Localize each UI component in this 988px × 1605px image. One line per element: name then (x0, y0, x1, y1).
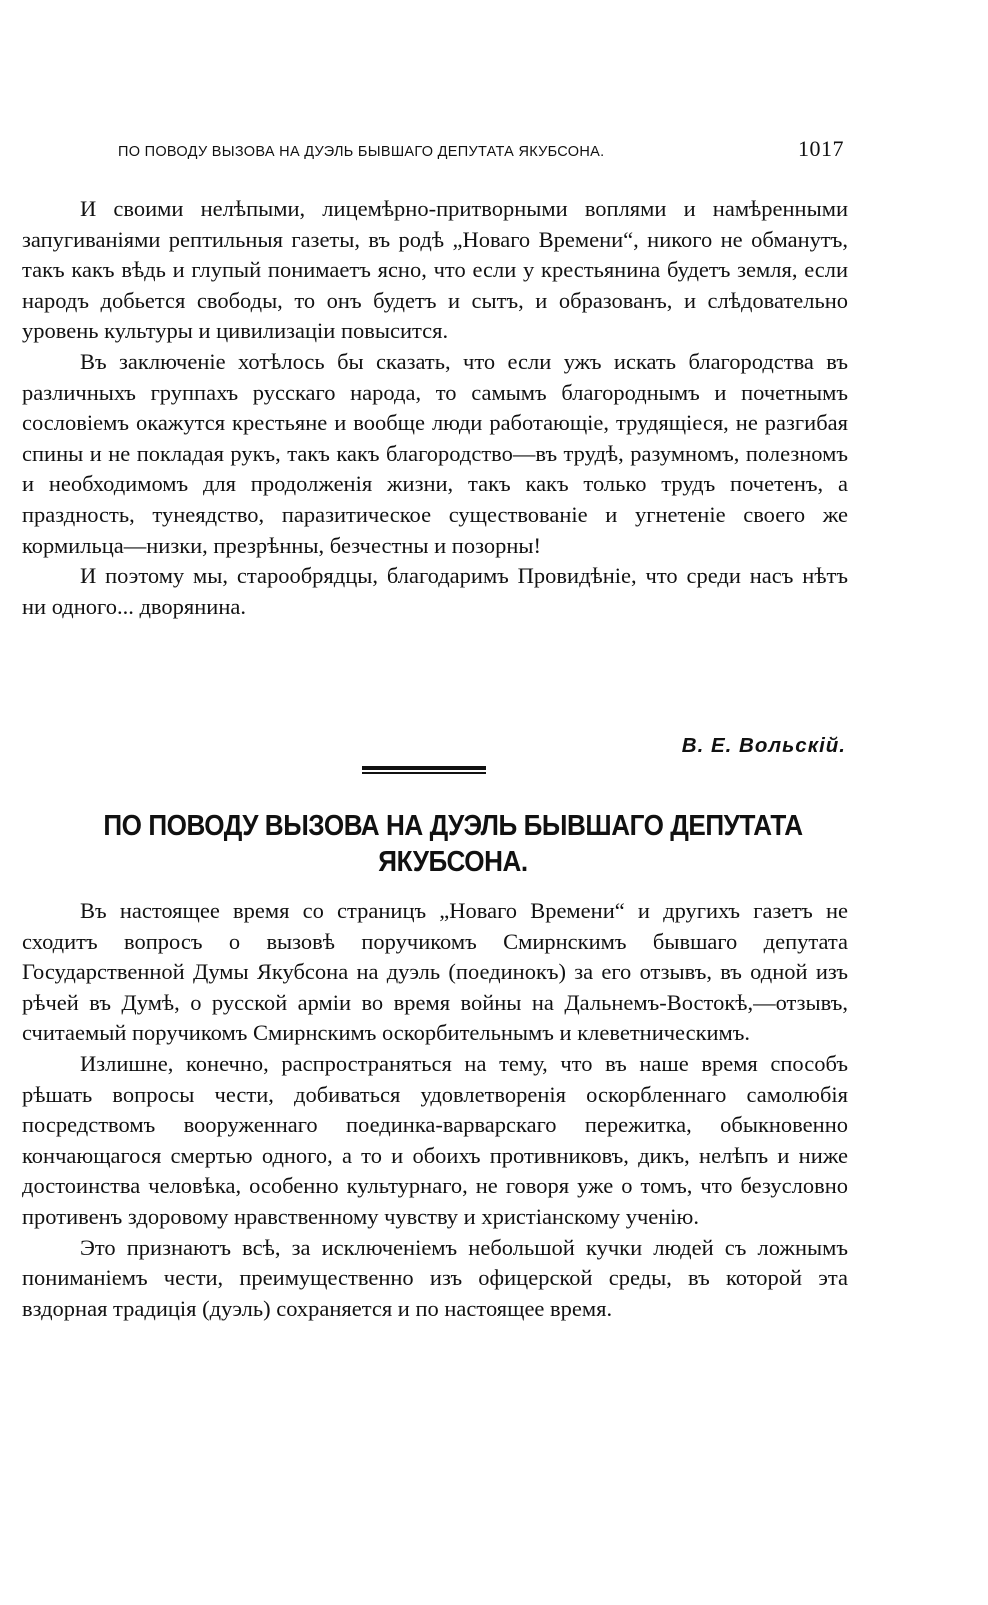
paragraph: И своими нелѣпыми, лицемѣрно-притворными воплями и намѣренными запугиваніями рептильныя газеты, въ родѣ „Новаго Времени“, никого не обманутъ, такъ какъ вѣдь и глупый понимаетъ ясно, что если у крестьянина будетъ земля, если народъ добьется свободы, то онъ будетъ и сытъ, и образованъ, и слѣдовательно уровень культуры и цивилизаціи повысится. (22, 196, 848, 344)
paragraph: Излишне, конечно, распространяться на тему, что въ наше время способъ рѣшать вопросы чести, добиваться удовлетворенія оскорбленнаго самолюбія посредствомъ вооруженнаго поединка-варварскаго пережитка, обыкновенно кончающагося смертью одного, а то и обоихъ противниковъ, дикъ, нелѣпъ и ниже достоинства человѣка, особенно культурнаго, не говоря уже о томъ, что безусловно противенъ здоровому нравственному чувству и христіанскому ученію. (22, 1050, 848, 1229)
section-divider (362, 766, 486, 774)
article-text (22, 896, 848, 1324)
paragraph: Это признаютъ всѣ, за исключеніемъ небольшой кучки людей съ ложнымъ пониманіемъ чести, преимущественно изъ офицерской среды, въ которой эта вздорная традиція (дуэль) сохраняется и по настоящее время. (22, 1234, 848, 1321)
section-title: ПО ПОВОДУ ВЫЗОВА НА ДУЭЛЬ БЫВШАГО ДЕПУТАТА ЯКУБСОНА. (103, 810, 803, 878)
article-end-text (22, 194, 848, 622)
running-head-title: ПО ПОВОДУ ВЫЗОВА НА ДУЭЛЬ БЫВШАГО ДЕПУТАТА ЯКУБСОНА. (118, 144, 605, 160)
running-head (118, 136, 844, 162)
author-signature: В. Е. Вольскій. (681, 734, 846, 757)
paragraph: Въ настоящее время со страницъ „Новаго Времени“ и другихъ газетъ не сходитъ вопросъ о вызовѣ поручикомъ Смирнскимъ бывшаго депутата Государственной Думы Якубсона на дуэль (поединокъ) за его отзывъ, въ одной изъ рѣчей въ Думѣ, о русской арміи во время войны на Дальнемъ-Востокѣ,—отзывъ, считаемый поручикомъ Смирнскимъ оскорбительнымъ и клеветническимъ. (22, 898, 848, 1046)
page-number: 1017 (798, 136, 844, 161)
paragraph: И поэтому мы, старообрядцы, благодаримъ Провидѣніе, что среди насъ нѣтъ ни одного... дворянина. (22, 563, 848, 619)
paragraph: Въ заключеніе хотѣлось бы сказать, что если ужъ искать благородства въ различныхъ группахъ русскаго народа, то самымъ благороднымъ и почетнымъ сословіемъ окажутся крестьяне и вообще люди работающіе, трудящіеся, не разгибая спины и не покладая рукъ, такъ какъ благородство—въ трудѣ, разумномъ, полезномъ и необходимомъ для продолженія жизни, такъ какъ только трудъ почетенъ, а праздность, тунеядство, паразитическое существованіе и угнетеніе своего же кормильца—низки, презрѣнны, безчестны и позорны! (22, 348, 848, 558)
